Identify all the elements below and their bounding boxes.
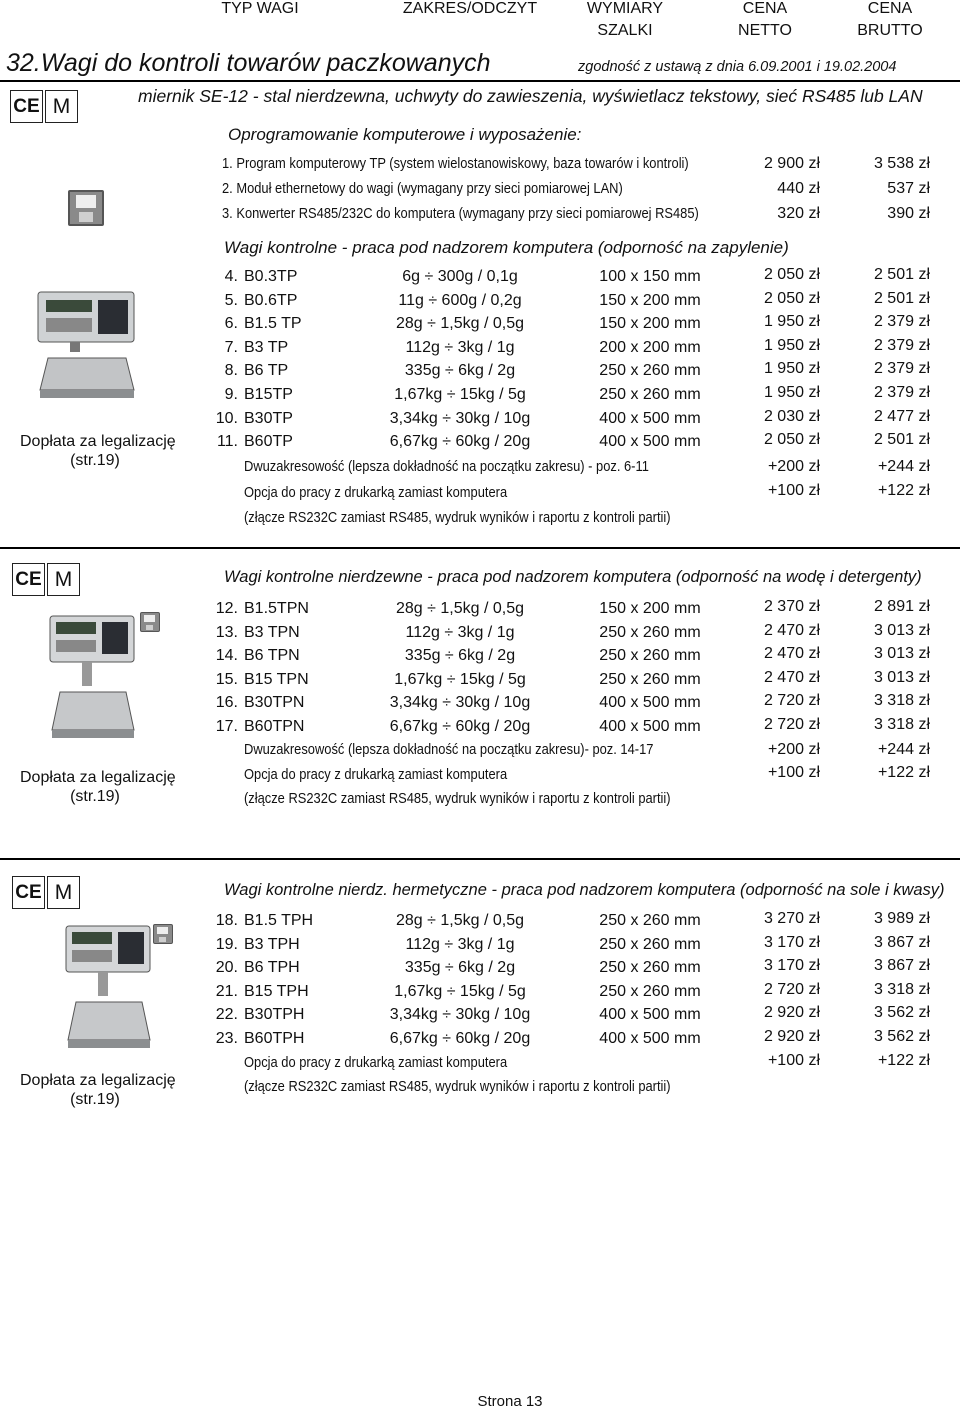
section1-row-range: 6,67kg ÷ 60kg / 20g	[389, 433, 531, 451]
section1-row-number: 11.	[216, 433, 238, 451]
section2-extra-printer-net: +100 zł	[767, 764, 820, 781]
section3-row-model: B1.5 TPH	[244, 912, 314, 929]
section1-row-gross-price: 2 379 zł	[873, 336, 930, 354]
section1-row-range: 11g ÷ 600g / 0,2g	[398, 291, 522, 309]
section1-row-number: 4.	[224, 268, 238, 285]
section1-row-gross-price: 2 501 zł	[873, 289, 930, 307]
section2-row-gross-price: 3 013 zł	[873, 645, 930, 663]
header-net-line1: CENA	[742, 0, 788, 17]
section3-row-model: B60TPH	[244, 1030, 305, 1047]
section1-extra-dual-range: Dwuzakresowość (lepsza dokładność na początku zakresu) - poz. 6-11	[244, 458, 649, 475]
section2-row-net-price: 2 370 zł	[763, 598, 820, 615]
meter-description: miernik SE-12 - stal nierdzewna, uchwyty do zawieszenia, wyświetlacz tekstowy, sieć RS485 lub LAN	[138, 86, 923, 106]
header-dims-line1: WYMIARY	[586, 0, 664, 17]
section2-extra-dual-net: +200 zł	[767, 741, 820, 758]
section-divider	[0, 547, 960, 549]
page-number: Strona 13	[477, 1393, 543, 1410]
weighing-scale-icon	[30, 288, 140, 418]
software-item-gross: 390 zł	[887, 205, 930, 222]
software-heading: Oprogramowanie komputerowe i wyposażenie:	[228, 125, 582, 144]
ce-mark-icon: CE	[12, 876, 45, 909]
section3-row-gross-price: 3 562 zł	[873, 1004, 930, 1022]
section3-row-net-price: 3 270 zł	[763, 910, 820, 927]
section2-row-dimensions: 250 x 260 mm	[599, 670, 701, 688]
software-item-text: 2. Moduł ethernetowy do wagi (wymagany przy sieci pomiarowej LAN)	[222, 180, 623, 197]
section3-extra-printer: Opcja do pracy z drukarką zamiast komputera	[244, 1054, 508, 1071]
section1-extra-printer-gross: +122 zł	[877, 482, 930, 499]
section3-note: (złącze RS232C zamiast RS485, wydruk wyników i raportu z kontroli partii)	[244, 1078, 671, 1095]
section1-row-dimensions: 250 x 260 mm	[599, 362, 701, 380]
header-gross-line1: CENA	[867, 0, 913, 17]
certification-marks	[12, 563, 80, 596]
section2-row-dimensions: 400 x 500 mm	[599, 718, 701, 735]
section2-extra-printer: Opcja do pracy z drukarką zamiast komputera	[244, 766, 508, 783]
section2-extra-dual-gross: +244 zł	[877, 741, 930, 758]
section1-row-range: 28g ÷ 1,5kg / 0,5g	[396, 315, 524, 333]
section2-row-number: 13.	[215, 623, 238, 641]
section3-row-net-price: 3 170 zł	[763, 933, 820, 951]
section2-row-number: 15.	[215, 670, 238, 688]
section3-row-dimensions: 250 x 260 mm	[599, 912, 701, 929]
section1-heading: Wagi kontrolne - praca pod nadzorem komputera (odporność na zapylenie)	[224, 238, 789, 257]
section1-row-gross-price: 2 379 zł	[873, 360, 930, 378]
section2-row-gross-price: 2 891 zł	[873, 598, 930, 615]
legalization-line1: Dopłata za legalizację	[20, 769, 176, 786]
header-col-gross	[840, 0, 940, 42]
section2-row-dimensions: 150 x 200 mm	[599, 600, 701, 617]
software-item-gross: 3 538 zł	[873, 155, 930, 172]
section-divider	[0, 858, 960, 860]
section2-row-net-price: 2 720 zł	[763, 692, 820, 710]
header-col-type: TYP WAGI	[221, 0, 299, 17]
header-col-dims	[570, 0, 680, 42]
software-item-net: 320 zł	[777, 205, 820, 222]
section3-row-number: 21.	[215, 982, 238, 1000]
section3-row-number: 19.	[215, 935, 238, 953]
section2-heading: Wagi kontrolne nierdzewne - praca pod nadzorem komputera (odporność na wodę i detergenty)	[224, 568, 922, 586]
section1-row-gross-price: 2 501 zł	[873, 266, 930, 283]
section1-row-range: 1,67kg ÷ 15kg / 5g	[394, 386, 526, 403]
floppy-disk-icon	[68, 190, 104, 226]
section1-row-net-price: 1 950 zł	[763, 384, 820, 401]
section2-row-model: B30TPN	[244, 694, 305, 712]
section3-row-dimensions: 250 x 260 mm	[599, 959, 701, 977]
section1-row-model: B60TP	[244, 433, 293, 451]
section1-extra-dual-net: +200 zł	[767, 458, 820, 475]
section3-row-dimensions: 250 x 260 mm	[599, 935, 701, 953]
section3-row-range: 28g ÷ 1,5kg / 0,5g	[396, 912, 524, 929]
section1-legalization-note	[20, 432, 176, 470]
section1-row-range: 6g ÷ 300g / 0,1g	[402, 268, 518, 285]
section1-row-net-price: 1 950 zł	[763, 313, 820, 331]
certification-marks	[12, 876, 80, 909]
page-title: 32.Wagi do kontroli towarów paczkowanych	[6, 49, 491, 77]
software-item-gross: 537 zł	[887, 180, 930, 197]
section2-row-gross-price: 3 318 zł	[873, 692, 930, 710]
legalization-line2: (str.19)	[70, 452, 120, 469]
section2-row-model: B3 TPN	[244, 623, 300, 641]
software-item-net: 2 900 zł	[763, 155, 820, 172]
section3-row-range: 1,67kg ÷ 15kg / 5g	[394, 982, 526, 1000]
section3-heading: Wagi kontrolne nierdz. hermetyczne - praca pod nadzorem komputera (odporność na sole i kwasy)	[224, 881, 945, 899]
weighing-scale-icon	[60, 922, 156, 1062]
section2-row-net-price: 2 470 zł	[763, 645, 820, 663]
section1-row-range: 3,34kg ÷ 30kg / 10g	[389, 409, 531, 427]
header-col-net	[715, 0, 815, 42]
section3-row-net-price: 2 920 zł	[763, 1028, 820, 1045]
legalization-line1: Dopłata za legalizację	[20, 1072, 176, 1089]
header-net-line2: NETTO	[738, 22, 792, 39]
section3-row-dimensions: 250 x 260 mm	[599, 982, 701, 1000]
m-mark-icon: M	[47, 563, 80, 596]
title-rule	[0, 80, 960, 82]
m-mark-icon: M	[45, 90, 78, 123]
floppy-disk-icon	[140, 612, 160, 632]
header-gross-line2: BRUTTO	[857, 22, 923, 39]
section2-row-number: 17.	[215, 718, 238, 735]
section3-extra-printer-net: +100 zł	[767, 1052, 820, 1069]
section2-row-gross-price: 3 013 zł	[873, 621, 930, 639]
section3-row-range: 335g ÷ 6kg / 2g	[404, 959, 516, 977]
section1-row-net-price: 1 950 zł	[763, 360, 820, 378]
section2-row-model: B1.5TPN	[244, 600, 309, 617]
ce-mark-icon: CE	[12, 563, 45, 596]
section1-row-model: B30TP	[244, 409, 293, 427]
section1-row-range: 112g ÷ 3kg / 1g	[405, 338, 515, 356]
section1-row-number: 10.	[215, 409, 238, 427]
section3-row-range: 3,34kg ÷ 30kg / 10g	[389, 1006, 531, 1024]
section3-extra-printer-gross: +122 zł	[877, 1052, 930, 1069]
section2-row-dimensions: 250 x 260 mm	[599, 623, 701, 641]
section1-row-dimensions: 150 x 200 mm	[599, 291, 701, 309]
section2-row-net-price: 2 720 zł	[763, 716, 820, 733]
section3-row-net-price: 2 720 zł	[763, 980, 820, 998]
section1-row-net-price: 2 050 zł	[763, 289, 820, 307]
section2-row-number: 12.	[215, 600, 238, 617]
section1-row-number: 8.	[224, 362, 238, 380]
section1-row-model: B15TP	[244, 386, 293, 403]
page-subtitle: zgodność z ustawą z dnia 6.09.2001 i 19.02.2004	[578, 59, 897, 75]
m-mark-icon: M	[47, 876, 80, 909]
section3-row-model: B15 TPH	[244, 982, 309, 1000]
section1-row-model: B0.3TP	[244, 268, 298, 285]
section2-row-range: 335g ÷ 6kg / 2g	[404, 647, 516, 665]
section1-row-model: B1.5 TP	[244, 315, 302, 333]
section3-row-number: 20.	[215, 959, 238, 977]
section2-row-range: 6,67kg ÷ 60kg / 20g	[389, 718, 531, 735]
section3-row-net-price: 3 170 zł	[763, 957, 820, 975]
ce-mark-icon: CE	[10, 90, 43, 123]
certification-marks	[10, 90, 78, 123]
section1-extra-printer-net: +100 zł	[767, 482, 820, 499]
section2-row-number: 14.	[215, 647, 238, 665]
section1-row-gross-price: 2 379 zł	[873, 313, 930, 331]
section1-row-dimensions: 400 x 500 mm	[599, 433, 701, 451]
section2-row-gross-price: 3 013 zł	[873, 668, 930, 686]
section1-row-gross-price: 2 379 zł	[873, 384, 930, 401]
legalization-line2: (str.19)	[70, 1091, 120, 1108]
section1-row-model: B0.6TP	[244, 291, 298, 309]
section1-row-net-price: 2 030 zł	[763, 407, 820, 425]
weighing-scale-icon	[44, 612, 140, 752]
section2-row-model: B6 TPN	[244, 647, 300, 665]
section1-row-number: 6.	[224, 315, 238, 333]
section3-row-gross-price: 3 867 zł	[873, 957, 930, 975]
section2-row-net-price: 2 470 zł	[763, 621, 820, 639]
section3-row-dimensions: 400 x 500 mm	[599, 1030, 701, 1047]
section1-row-model: B6 TP	[244, 362, 289, 380]
section2-note: (złącze RS232C zamiast RS485, wydruk wyników i raportu z kontroli partii)	[244, 790, 671, 807]
section3-row-number: 18.	[215, 912, 238, 929]
section3-row-gross-price: 3 318 zł	[873, 980, 930, 998]
section1-row-dimensions: 200 x 200 mm	[599, 338, 701, 356]
section1-extra-printer: Opcja do pracy z drukarką zamiast komputera	[244, 484, 508, 501]
section3-row-model: B30TPH	[244, 1006, 305, 1024]
section2-row-model: B15 TPN	[244, 670, 309, 688]
section2-row-net-price: 2 470 zł	[763, 668, 820, 686]
section2-extra-dual-range: Dwuzakresowość (lepsza dokładność na początku zakresu)- poz. 14-17	[244, 741, 654, 758]
section2-legalization-note	[20, 768, 176, 806]
section1-row-number: 5.	[224, 291, 238, 309]
legalization-line1: Dopłata za legalizację	[20, 433, 176, 450]
section3-row-gross-price: 3 867 zł	[873, 933, 930, 951]
section2-row-range: 28g ÷ 1,5kg / 0,5g	[396, 600, 524, 617]
section1-row-gross-price: 2 477 zł	[873, 407, 930, 425]
section3-row-number: 22.	[215, 1006, 238, 1024]
section2-row-range: 1,67kg ÷ 15kg / 5g	[394, 670, 526, 688]
section2-row-dimensions: 250 x 260 mm	[599, 647, 701, 665]
section2-extra-printer-gross: +122 zł	[877, 764, 930, 781]
section1-row-dimensions: 150 x 200 mm	[599, 315, 701, 333]
section1-row-model: B3 TP	[244, 338, 289, 356]
section3-row-number: 23.	[215, 1030, 238, 1047]
section2-row-range: 3,34kg ÷ 30kg / 10g	[389, 694, 531, 712]
section1-row-net-price: 2 050 zł	[763, 266, 820, 283]
section3-row-model: B6 TPH	[244, 959, 300, 977]
software-item-text: 1. Program komputerowy TP (system wielostanowiskowy, baza towarów i kontroli)	[222, 155, 689, 172]
header-dims-line2: SZALKI	[597, 22, 653, 39]
section2-row-dimensions: 400 x 500 mm	[599, 694, 701, 712]
software-item-text: 3. Konwerter RS485/232C do komputera (wymagany przy sieci pomiarowej RS485)	[222, 205, 699, 222]
section1-extra-dual-gross: +244 zł	[877, 458, 930, 475]
section3-row-gross-price: 3 989 zł	[873, 910, 930, 927]
section1-row-number: 7.	[224, 338, 238, 356]
section1-row-net-price: 1 950 zł	[763, 336, 820, 354]
section1-row-dimensions: 250 x 260 mm	[599, 386, 701, 403]
section3-row-model: B3 TPH	[244, 935, 300, 953]
section3-row-gross-price: 3 562 zł	[873, 1028, 930, 1045]
section2-row-number: 16.	[215, 694, 238, 712]
section1-row-dimensions: 100 x 150 mm	[599, 268, 701, 285]
floppy-disk-icon	[153, 924, 173, 944]
section1-row-dimensions: 400 x 500 mm	[599, 409, 701, 427]
section3-legalization-note	[20, 1071, 176, 1109]
software-item-net: 440 zł	[777, 180, 820, 197]
section2-row-range: 112g ÷ 3kg / 1g	[405, 623, 515, 641]
section1-row-net-price: 2 050 zł	[763, 431, 820, 449]
section2-row-model: B60TPN	[244, 718, 305, 735]
section1-row-number: 9.	[224, 386, 238, 403]
section1-row-gross-price: 2 501 zł	[873, 431, 930, 449]
section1-note: (złącze RS232C zamiast RS485, wydruk wyników i raportu z kontroli partii)	[244, 509, 671, 526]
section3-row-range: 6,67kg ÷ 60kg / 20g	[389, 1030, 531, 1047]
section1-row-range: 335g ÷ 6kg / 2g	[404, 362, 516, 380]
section3-row-range: 112g ÷ 3kg / 1g	[405, 935, 515, 953]
section3-row-net-price: 2 920 zł	[763, 1004, 820, 1022]
section3-row-dimensions: 400 x 500 mm	[599, 1006, 701, 1024]
section2-row-gross-price: 3 318 zł	[873, 716, 930, 733]
header-col-range: ZAKRES/ODCZYT	[402, 0, 538, 17]
legalization-line2: (str.19)	[70, 788, 120, 805]
